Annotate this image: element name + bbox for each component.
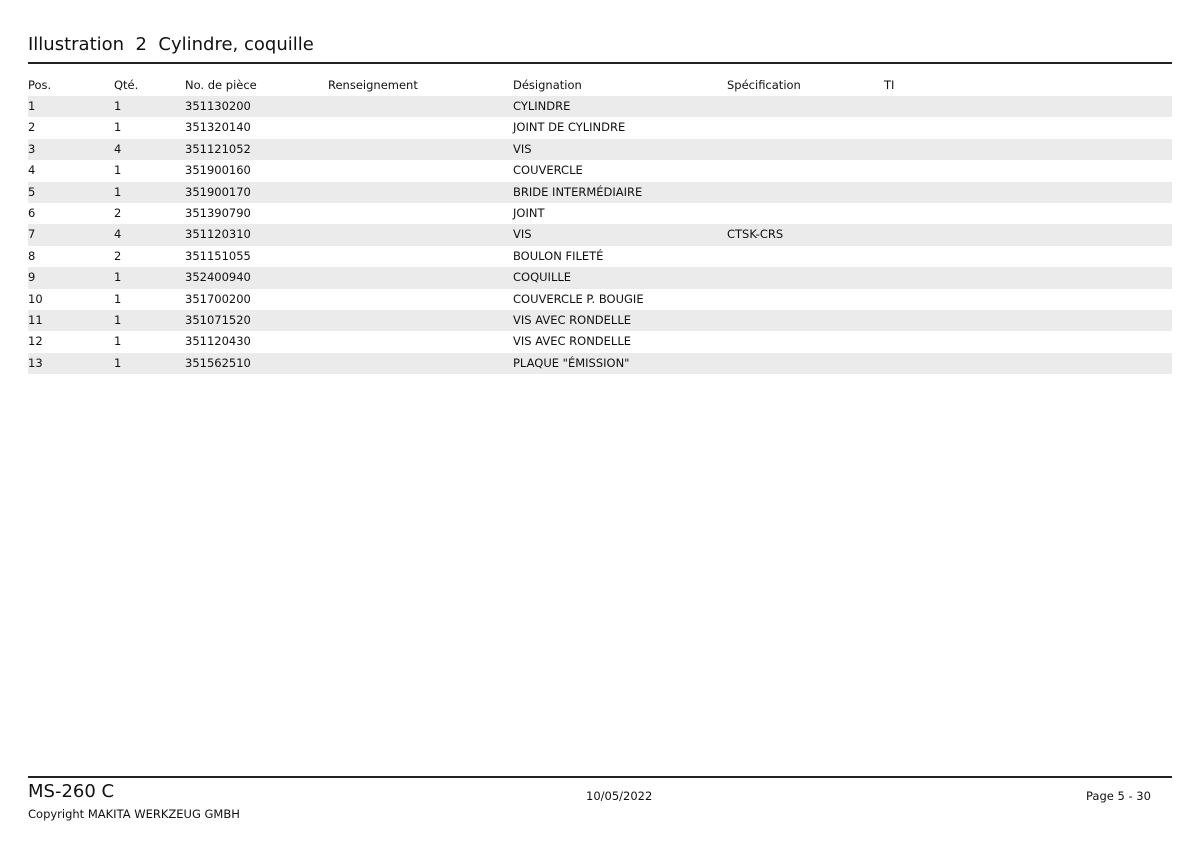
cell-designation: COUVERCLE [513,163,583,178]
table-row [28,224,1172,245]
cell-part-number: 352400940 [185,270,251,285]
cell-qty: 4 [114,141,122,156]
column-header-designation: Désignation [513,78,582,92]
header-divider [28,62,1172,64]
cell-part-number: 351151055 [185,248,251,263]
cell-part-number: 351071520 [185,312,251,327]
cell-qty: 1 [114,270,122,285]
table-row [28,246,1172,267]
cell-qty: 1 [114,291,122,306]
table-body [28,96,1172,374]
table-row [28,139,1172,160]
cell-pos: 6 [28,205,36,220]
footer-divider [28,776,1172,778]
cell-pos: 9 [28,270,36,285]
cell-qty: 1 [114,120,122,135]
cell-qty: 1 [114,184,122,199]
cell-part-number: 351130200 [185,99,251,113]
cell-pos: 4 [28,163,36,178]
cell-part-number: 351700200 [185,291,251,306]
cell-pos: 13 [28,355,43,370]
cell-part-number: 351390790 [185,205,251,220]
table-row [28,289,1172,310]
cell-designation: VIS [513,227,532,242]
column-header-info: Renseignement [328,78,418,92]
column-header-specification: Spécification [727,78,801,92]
cell-qty: 1 [114,99,122,113]
cell-designation: VIS [513,141,532,156]
cell-pos: 8 [28,248,36,263]
parts-table [28,75,1172,374]
column-header-pos: Pos. [28,78,52,92]
cell-part-number: 351121052 [185,141,251,156]
cell-part-number: 351320140 [185,120,251,135]
table-row [28,310,1172,331]
table-row [28,331,1172,352]
table-row [28,160,1172,181]
cell-pos: 7 [28,227,36,242]
cell-designation: VIS AVEC RONDELLE [513,334,632,349]
column-header-ti: TI [884,78,895,92]
column-header-part-number: No. de pièce [185,78,257,92]
table-row [28,353,1172,374]
cell-pos: 1 [28,99,36,113]
column-header-qty: Qté. [114,78,139,92]
cell-pos: 11 [28,312,43,327]
cell-qty: 1 [114,163,122,178]
cell-pos: 3 [28,141,36,156]
table-row [28,117,1172,138]
cell-qty: 2 [114,205,122,220]
cell-pos: 5 [28,184,36,199]
cell-pos: 2 [28,120,36,135]
cell-designation: JOINT [513,205,545,220]
cell-qty: 2 [114,248,122,263]
cell-designation: VIS AVEC RONDELLE [513,312,632,327]
cell-qty: 1 [114,355,122,370]
table-row [28,203,1172,224]
cell-pos: 12 [28,334,43,349]
cell-designation: COQUILLE [513,270,572,285]
table-header-row [28,75,1172,96]
table-row [28,267,1172,288]
footer-copyright: Copyright MAKITA WERKZEUG GMBH [28,807,240,821]
footer-date: 10/05/2022 [586,789,653,803]
table-row [28,96,1172,117]
cell-designation: CYLINDRE [513,99,571,113]
footer-page-number: Page 5 - 30 [1086,789,1151,803]
cell-qty: 1 [114,334,122,349]
cell-part-number: 351120310 [185,227,251,242]
cell-specification: CTSK-CRS [727,227,784,242]
cell-qty: 1 [114,312,122,327]
cell-pos: 10 [28,291,43,306]
table-row [28,182,1172,203]
cell-part-number: 351900170 [185,184,251,199]
cell-designation: JOINT DE CYLINDRE [513,120,626,135]
cell-designation: COUVERCLE P. BOUGIE [513,291,644,306]
cell-part-number: 351120430 [185,334,251,349]
page-title: Illustration 2 Cylindre, coquille [28,34,314,55]
cell-part-number: 351900160 [185,163,251,178]
cell-designation: BRIDE INTERMÉDIAIRE [513,184,643,199]
cell-designation: PLAQUE "ÉMISSION" [513,355,630,370]
cell-part-number: 351562510 [185,355,251,370]
cell-qty: 4 [114,227,122,242]
cell-designation: BOULON FILETÉ [513,248,604,263]
footer-model: MS-260 C [28,781,115,802]
